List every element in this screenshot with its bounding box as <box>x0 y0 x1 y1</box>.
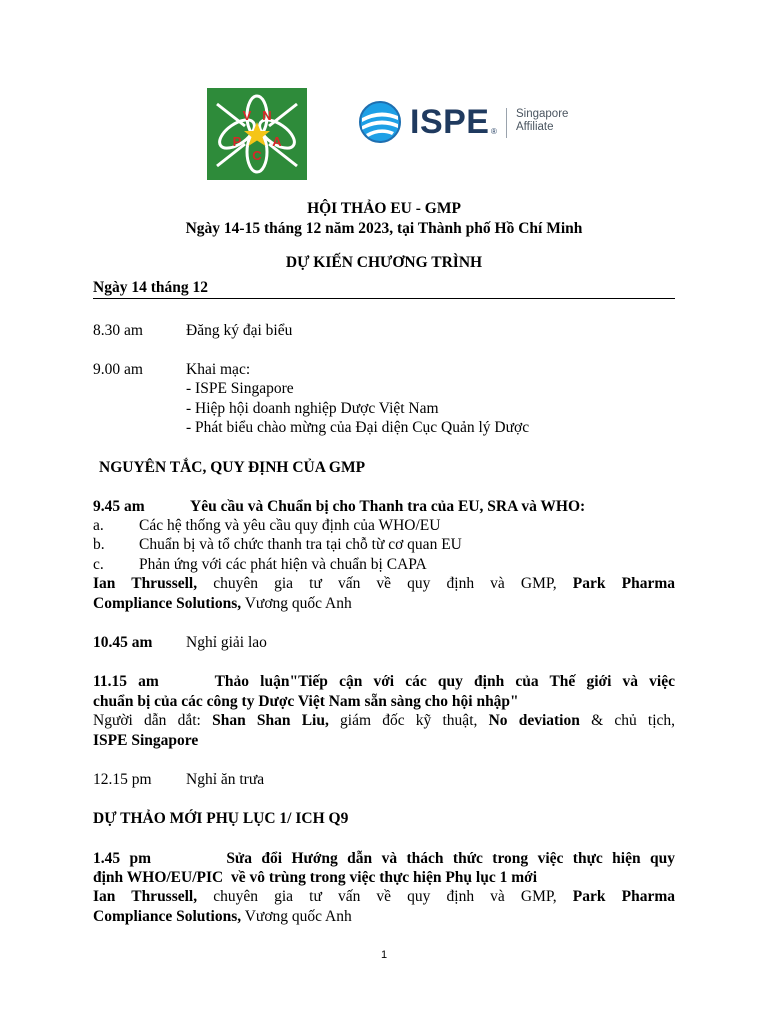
agenda-time: 1.45 pm <box>93 850 152 867</box>
ispe-logo <box>358 100 588 144</box>
point-marker: c. <box>93 556 104 573</box>
agenda-activity: Nghỉ giải lao <box>186 634 267 651</box>
vnpa-letter-a: A <box>272 134 282 149</box>
agenda-activity: Nghỉ ăn trưa <box>186 771 265 788</box>
point-text: Các hệ thống và yêu cầu quy định của WHO/EU <box>139 517 441 534</box>
vnpa-letter-n: N <box>262 108 272 123</box>
speaker-org: Park Pharma <box>572 575 675 592</box>
program-heading: DỰ KIẾN CHƯƠNG TRÌNH <box>285 254 483 271</box>
speaker-org: Park Pharma <box>572 888 675 905</box>
vnpa-letter-v: V <box>242 108 252 123</box>
ispe-registered-mark: ® <box>491 127 497 136</box>
agenda-time: 9.00 am <box>93 361 143 378</box>
event-title: HỘI THẢO EU - GMP <box>307 200 461 217</box>
event-date-location: Ngày 14-15 tháng 12 năm 2023, tại Thành phố Hồ Chí Minh <box>185 220 583 237</box>
session-title: 11.15 am Thảo luận"Tiếp cận với các quy định của Thế giới và việc <box>93 673 676 690</box>
point-marker: a. <box>93 517 104 534</box>
day-heading: Ngày 14 tháng 12 <box>93 279 208 296</box>
agenda-activity: Đăng ký đại biểu <box>186 322 293 339</box>
vnpa-emblem-icon <box>207 88 307 180</box>
opening-bullet: - Hiệp hội doanh nghiệp Dược Việt Nam <box>186 400 439 417</box>
speaker-line: Compliance Solutions, Vương quốc Anh <box>93 908 352 925</box>
moderator-name: Shan Shan Liu, <box>212 712 329 729</box>
opening-bullet: - ISPE Singapore <box>186 380 294 397</box>
vnpa-letter-p: P <box>232 134 242 149</box>
point-text: Chuẩn bị và tổ chức thanh tra tại chỗ từ cơ quan EU <box>139 536 462 553</box>
point-text: Phản ứng với các phát hiện và chuẩn bị CAPA <box>139 556 427 573</box>
opening-bullet: - Phát biểu chào mừng của Đại diện Cục Quản lý Dược <box>186 419 530 436</box>
agenda-time: 12.15 pm <box>93 771 152 788</box>
vnpa-letter-c: C <box>252 148 262 163</box>
ispe-divider <box>506 108 507 138</box>
section-heading: DỰ THẢO MỚI PHỤ LỤC 1/ ICH Q9 <box>93 810 349 827</box>
agenda-activity: Khai mạc: <box>186 361 251 378</box>
speaker-name: Ian Thrussell, <box>93 888 198 905</box>
section-heading: NGUYÊN TẮC, QUY ĐỊNH CỦA GMP <box>99 459 366 476</box>
agenda-time: 10.45 am <box>93 634 153 651</box>
session-title-cont: chuẩn bị của các công ty Dược Việt Nam sẵn sàng cho hội nhập" <box>93 693 519 710</box>
speaker-line: Ian Thrussell, chuyên gia tư vấn về quy định và GMP, Park Pharma <box>93 575 675 592</box>
session-title: 1.45 pm Sửa đổi Hướng dẫn và thách thức trong việc thực hiện quy <box>93 850 675 867</box>
ispe-wordmark: ISPE <box>410 103 490 141</box>
agenda-time: 8.30 am <box>93 322 143 339</box>
moderator-org: ISPE Singapore <box>93 732 199 749</box>
ispe-affiliate-text: Singapore Affiliate <box>516 108 569 133</box>
ispe-globe-icon <box>358 100 402 144</box>
point-marker: b. <box>93 536 105 553</box>
page-number: 1 <box>380 949 388 961</box>
session-title-cont: định WHO/EU/PIC về vô trùng trong việc thực hiện Phụ lục 1 mới <box>93 869 538 886</box>
speaker-line: Ian Thrussell, chuyên gia tư vấn về quy định và GMP, Park Pharma <box>93 888 675 905</box>
day-divider <box>93 298 675 299</box>
moderator-line: Người dẫn dắt: Shan Shan Liu, giám đốc kỹ thuật, No deviation & chủ tịch, <box>93 712 676 729</box>
agenda-time: 9.45 am <box>93 498 145 515</box>
vnpa-logo <box>207 88 307 180</box>
agenda-time: 11.15 am <box>93 673 159 690</box>
speaker-line: Compliance Solutions, Vương quốc Anh <box>93 595 352 612</box>
speaker-name: Ian Thrussell, <box>93 575 198 592</box>
session-title: Yêu cầu và Chuẩn bị cho Thanh tra của EU, SRA và WHO: <box>190 498 586 515</box>
